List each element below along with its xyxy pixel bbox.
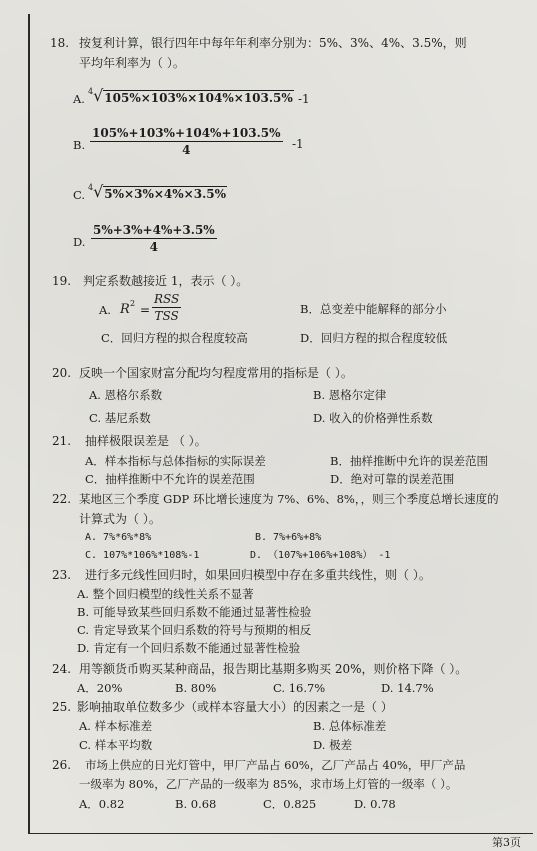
option-b-label: B. [73,138,86,152]
fraction-denominator: 4 [182,143,191,157]
question-stem-cont: 平均年利率为（ ）。 [79,56,185,70]
option-a: A. 样本标准差 [79,719,153,733]
fraction-denominator: 4 [149,240,159,254]
option-b: B．抽样推断中允许的误差范围 [330,454,488,468]
r-squared-exponent: 2 [130,299,136,308]
option-b: B. 0.68 [175,797,217,811]
question-stem: 用等额货币购买某种商品，报告期比基期多购买 20%，则价格下降（ ）。 [79,662,468,676]
option-d: D. 收入的价格弹性系数 [313,411,433,425]
fraction-numerator: RSS [154,292,180,306]
option-b: B. 7%+6%+8% [255,532,322,543]
option-d: D. 肯定有一个回归系数不能通过显著性检验 [77,641,301,655]
option-c: C．0.825 [263,797,317,811]
radical-index: 4 [88,87,94,96]
option-b: B. 可能导致某些回归系数不能通过显著性检验 [77,605,312,619]
option-d: D．回归方程的拟合程度较低 [300,331,448,345]
option-a: A. 7%*6%*8% [85,532,152,543]
option-d: D．绝对可靠的误差范围 [330,472,455,486]
question-number: 24. [52,662,72,676]
question-stem: 判定系数越接近 1，表示（ ）。 [83,274,249,288]
option-c-radical [88,182,227,201]
option-c: C. 样本平均数 [79,738,153,752]
option-d: D. 极差 [313,738,353,752]
question-number: 26. [52,758,72,772]
option-a: A．样本指标与总体指标的实际误差 [85,454,266,468]
question-stem: 影响抽取单位数多少（或样本容量大小）的因素之一是（ ） [77,700,393,714]
option-a-label: A. [99,303,111,317]
fraction-numerator: 5%+3%+4%+3.5% [93,223,215,237]
question-stem: 进行多元线性回归时，如果回归模型中存在多重共线性，则（ ）。 [85,568,431,582]
question-stem: 按复利计算，银行四年中每年年利率分别为：5%、3%、4%、3.5%，则 [79,36,467,50]
radicand: 105%×103%×104%×103.5% [104,91,293,105]
radical-sign: √ [93,86,104,105]
option-c: C．抽样推断中不允许的误差范围 [85,472,255,486]
bottom-rule [28,833,533,834]
option-a: A. 整个回归模型的线性关系不显著 [77,587,254,601]
option-a: A．20% [77,681,123,695]
question-stem: 市场上供应的日光灯管中，甲厂产品占 60%，乙厂产品占 40%，甲厂产品 [85,758,466,772]
option-d-label: D. [73,235,86,249]
option-a-radical [88,86,294,105]
option-c: C．回归方程的拟合程度较高 [101,331,248,345]
option-b: B．总变差中能解释的部分小 [300,302,447,316]
question-number: 23. [52,568,72,582]
option-b-fraction [90,126,283,157]
radical-sign: √ [93,182,104,201]
question-stem-cont: 计算式为（ ）。 [79,512,161,526]
radicand: 5%×3%×4%×3.5% [104,187,226,201]
option-b-tail: -1 [292,137,304,151]
option-d: D. 14.7% [381,681,434,695]
left-margin-rule [28,14,30,834]
option-b: B. 恩格尔定律 [313,388,387,402]
rss-over-tss [152,292,181,323]
radical-index: 4 [88,183,94,192]
option-c: C. 107%*106%*108%-1 [85,550,200,561]
option-d: D. 0.78 [354,797,396,811]
question-stem-cont: 一级率为 80%，乙厂产品的一级率为 85%，求市场上灯管的一级率（ ）。 [79,777,458,791]
option-d-fraction [91,223,217,254]
option-a: A. 恩格尔系数 [89,388,163,402]
option-d: D. （107%+106%+108%） -1 [250,550,391,561]
question-number: 19. [52,274,72,288]
option-b: B. 80% [175,681,217,695]
equals-sign: = [140,303,151,317]
option-a: A．0.82 [79,797,125,811]
question-stem: 反映一个国家财富分配均匀程度常用的指标是（ ）。 [79,366,353,380]
fraction-numerator: 105%+103%+104%+103.5% [92,126,281,140]
question-number: 18. [50,36,70,50]
option-c: C. 肯定导致某个回归系数的符号与预期的相反 [77,623,312,637]
question-number: 22. [52,492,72,506]
option-a-tail: -1 [298,92,310,106]
r-squared-symbol: R [120,302,130,317]
option-c-label: C. [73,188,86,202]
question-number: 20. [52,366,72,380]
question-number: 25. [52,700,72,714]
option-b: B. 总体标准差 [313,719,387,733]
question-number: 21. [52,434,72,448]
option-a-label: A. [73,92,85,106]
question-stem: 某地区三个季度 GDP 环比增长速度为 7%、6%、8%，，则三个季度总增长速度的 [79,492,499,506]
option-c: C. 16.7% [273,681,326,695]
question-stem: 抽样极限误差是 （ ）。 [85,434,207,448]
fraction-denominator: TSS [154,309,179,323]
page-number: 第3页 [492,836,521,849]
option-c: C. 基尼系数 [89,411,151,425]
